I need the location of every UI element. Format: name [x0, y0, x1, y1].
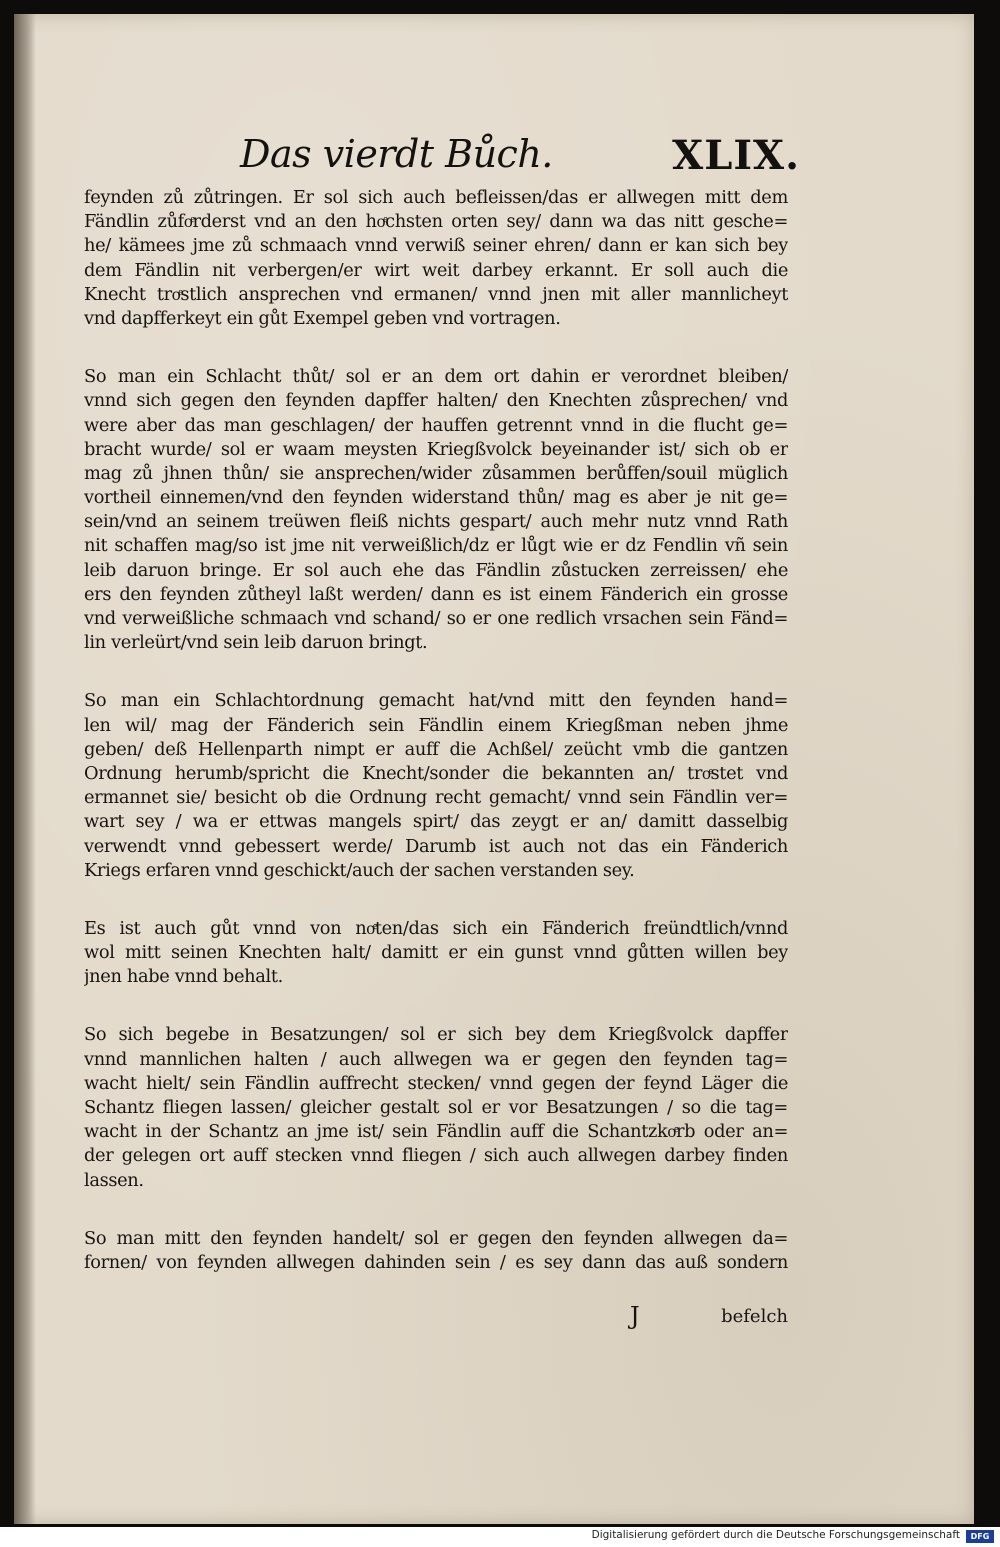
- text-line: len wil/ mag der Fänderich sein Fändlin einem Kriegßman neben jhme: [84, 714, 788, 736]
- text-line: dem Fändlin nit verbergen/er wirt weit darbey erkannt. Er soll auch die: [84, 259, 788, 281]
- catchword: befelch: [721, 1306, 788, 1327]
- text-line: nit schaffen mag/so ist jme nit verweißlich/dz er lůgt wie er dz Fendlin vñ sein: [84, 535, 788, 557]
- text-line: der gelegen ort auff stecken vnnd fliegen / sich auch allwegen darbey finden: [84, 1145, 788, 1167]
- text-line: So man ein Schlachtordnung gemacht hat/vnd mitt den feynden hand=: [84, 690, 788, 712]
- text-line: wart sey / wa er ettwas mangels spirt/ das zeygt er an/ damitt dasselbig: [84, 811, 788, 833]
- text-line: lassen.: [84, 1169, 144, 1191]
- text-line: wol mitt seinen Knechten halt/ damitt er ein gunst vnnd gůtten willen bey: [84, 942, 788, 964]
- page-gutter-shadow: [14, 14, 36, 1524]
- page-header: [230, 128, 800, 188]
- body-text: [84, 186, 788, 1275]
- paragraph-2: [84, 365, 788, 655]
- signature-mark: J: [630, 1302, 640, 1330]
- text-line: So man ein Schlacht thůt/ sol er an dem ort dahin er verordnet bleiben/: [84, 366, 788, 388]
- text-line: So sich begebe in Besatzungen/ sol er sich bey dem Kriegßvolck dapffer: [84, 1024, 788, 1046]
- text-line: ers den feynden zůtheyl laßt werden/ dann es ist einem Fänderich ein grosse: [84, 583, 788, 605]
- text-line: ermannet sie/ besicht ob die Ordnung recht gemacht/ vnnd sein Fändlin ver=: [84, 787, 788, 809]
- folio-number: XLIX.: [672, 132, 800, 179]
- running-title: Das vierdt Bůch.: [240, 132, 553, 176]
- text-line: So man mitt den feynden handelt/ sol er gegen den feynden allwegen da=: [84, 1227, 788, 1249]
- text-line: Fändlin zůfoͤrderst vnd an den hoͤchsten orten sey/ dann wa das nitt gesche=: [84, 211, 788, 233]
- paragraph-4: [84, 917, 788, 990]
- text-line: vortheil einnemen/vnd den feynden widerstand thůn/ mag es aber je nit ge=: [84, 487, 788, 509]
- paragraph-3: [84, 689, 788, 883]
- text-line: fornen/ von feynden allwegen dahinden sein / es sey dann das auß sondern: [84, 1251, 788, 1273]
- text-line: geben/ deß Hellenparth nimpt er auff die Achßel/ zeücht vmb die gantzen: [84, 738, 788, 760]
- text-line: wacht hielt/ sein Fändlin auffrecht stecken/ vnnd gegen der feynd Läger die: [84, 1072, 788, 1094]
- page-footer: [84, 1302, 788, 1342]
- text-line: were aber das man geschlagen/ der hauffen getrennt vnnd in die flucht ge=: [84, 414, 788, 436]
- paragraph-6: [84, 1227, 788, 1275]
- text-line: vnd dapfferkeyt ein gůt Exempel geben vnd vortragen.: [84, 307, 561, 329]
- text-line: verwendt vnnd gebessert werde/ Darumb ist auch not das ein Fänderich: [84, 835, 788, 857]
- text-line: Knecht troͤstlich ansprechen vnd ermanen/ vnnd jnen mit aller mannlicheyt: [84, 283, 788, 305]
- text-line: leib daruon bringe. Er sol auch ehe das Fändlin zůstucken zerreissen/ ehe: [84, 559, 788, 581]
- text-line: Kriegs erfaren vnnd geschickt/auch der sachen verstanden sey.: [84, 859, 635, 881]
- paragraph-gap: [84, 1193, 788, 1227]
- text-line: Schantz fliegen lassen/ gleicher gestalt sol er vor Besatzungen / so die tag=: [84, 1097, 788, 1118]
- text-line: wacht in der Schantz an jme ist/ sein Fändlin auff die Schantzkoͤrb oder an=: [84, 1121, 788, 1143]
- paragraph-gap: [84, 331, 788, 365]
- credit-line: Digitalisierung gefördert durch die Deutsche Forschungsgemeinschaft: [591, 1529, 960, 1541]
- text-line: bracht wurde/ sol er waam meysten Kriegßvolck beyeinander ist/ sich ob er: [84, 438, 788, 460]
- text-line: mag zů jhnen thůn/ sie ansprechen/wider zůsammen berůffen/souil müglich: [84, 462, 788, 484]
- paragraph-gap: [84, 655, 788, 689]
- text-line: lin verleürt/vnd sein leib daruon bringt.: [84, 632, 428, 654]
- text-line: vnnd sich gegen den feynden dapffer halten/ den Knechten zůsprechen/ vnd: [84, 390, 788, 412]
- paragraph-gap: [84, 989, 788, 1023]
- text-line: he/ kämees jme zů schmaach vnnd verwiß seiner ehren/ dann er kan sich bey: [84, 235, 788, 257]
- text-line: feynden zů zůtringen. Er sol sich auch beflеissen/das er allwegen mitt dem: [84, 187, 788, 208]
- text-line: jnen habe vnnd behalt.: [84, 966, 283, 988]
- text-line: sein/vnd an seinem treüwen fleiß nichts gespart/ auch mehr nutz vnnd Rath: [84, 511, 788, 533]
- text-line: vnd verweißliche schmaach vnd schand/ so er one redlich vrsachen sein Fänd=: [84, 608, 788, 629]
- dfg-logo: DFG: [966, 1530, 994, 1543]
- paragraph-5: [84, 1023, 788, 1192]
- text-line: Ordnung herumb/spricht die Knecht/sonder die bekannten an/ troͤstet vnd: [84, 762, 788, 784]
- paragraph-1: [84, 186, 788, 331]
- paragraph-gap: [84, 883, 788, 917]
- text-line: vnnd mannlichen halten / auch allwegen wa er gegen den feynden tag=: [84, 1048, 788, 1070]
- text-line: Es ist auch gůt vnnd von noͤten/das sich ein Fänderich freündtlich/vnnd: [84, 917, 788, 939]
